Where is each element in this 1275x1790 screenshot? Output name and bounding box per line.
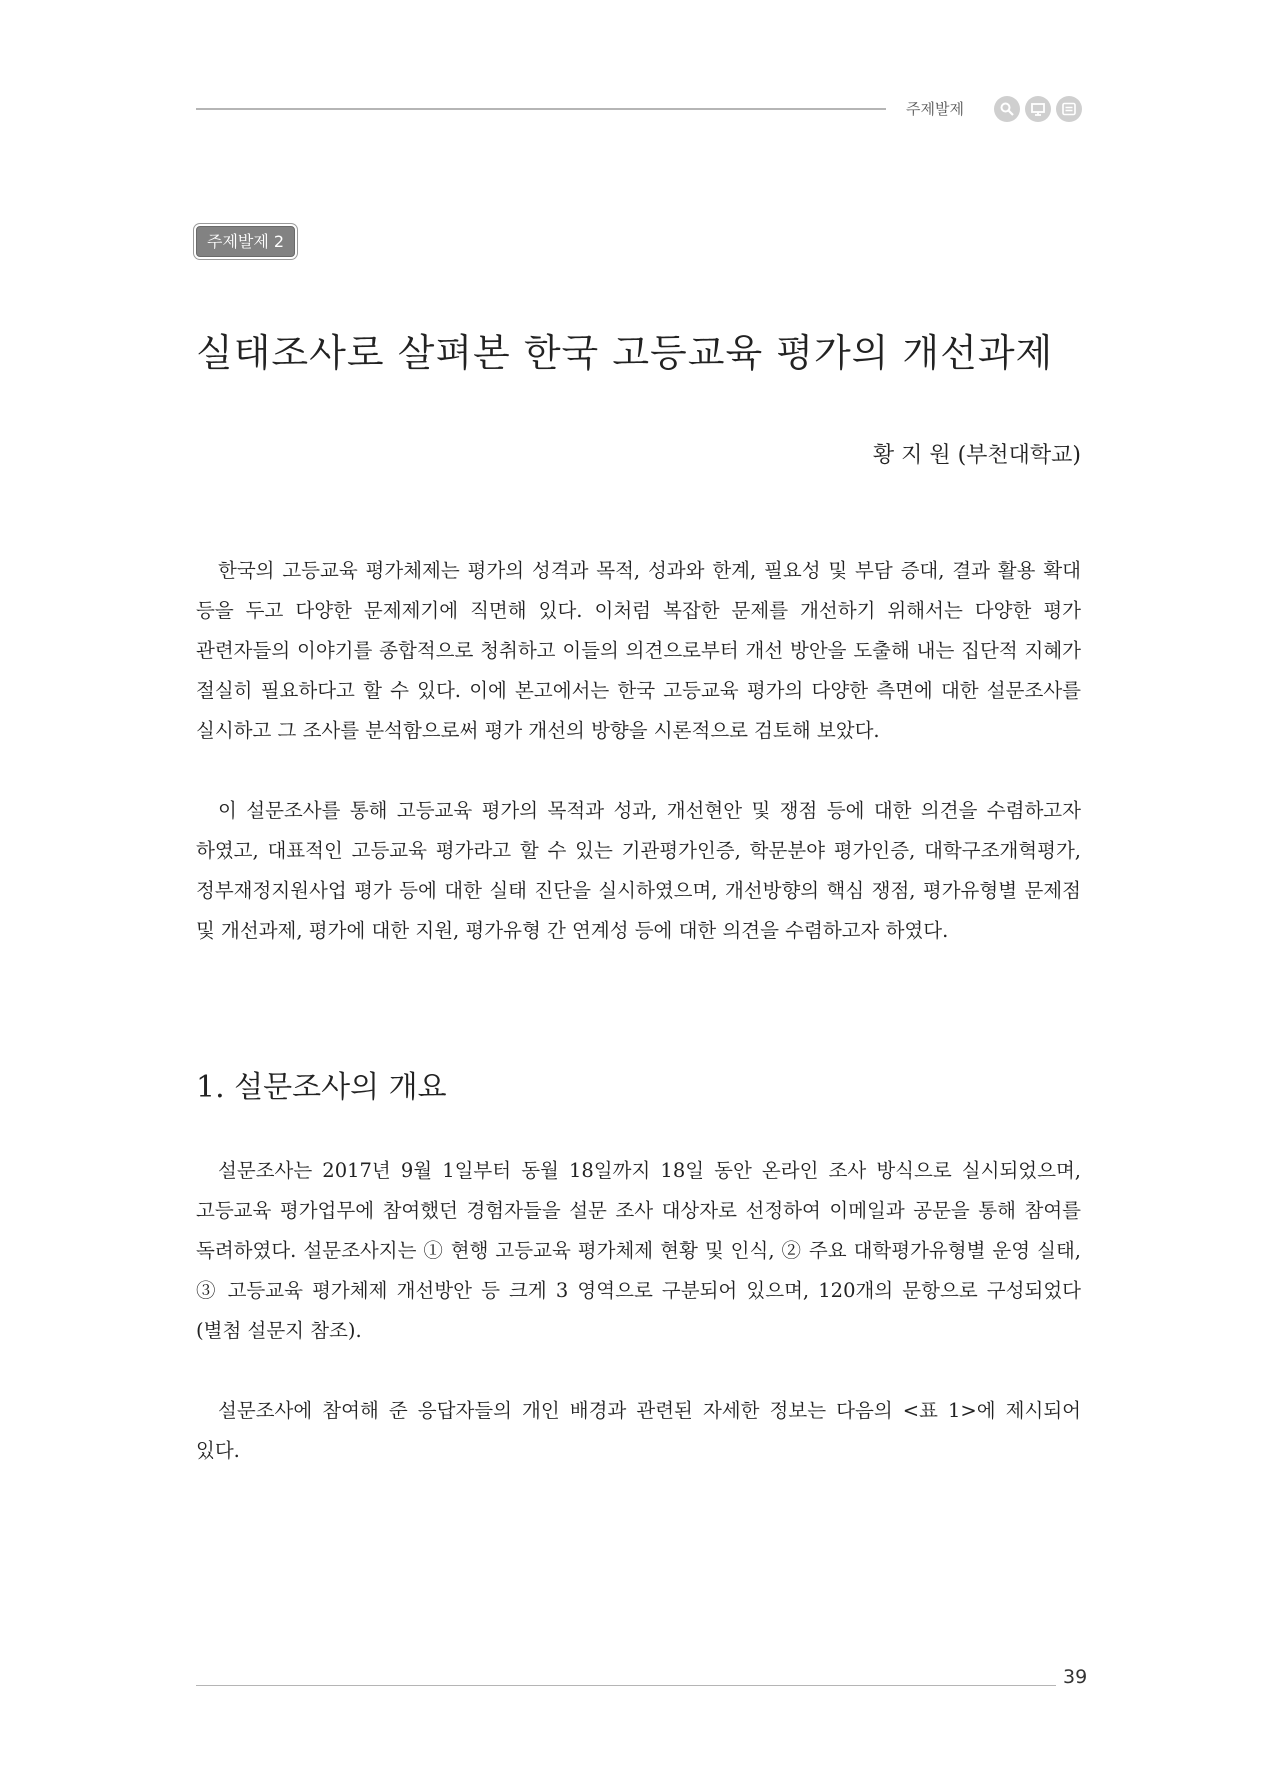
header-rule	[196, 108, 886, 110]
author-line: 황 지 원 (부천대학교)	[872, 443, 1081, 468]
header-section-label: 주제발제	[906, 100, 964, 118]
footer-rule	[196, 1685, 1056, 1686]
section-paragraph-1: 설문조사는 2017년 9월 1일부터 동월 18일까지 18일 동안 온라인 조사 방식으로 실시되었으며, 고등교육 평가업무에 참여했던 경험자들을 설문 조사 대상자로 선정하여 이메일과 공문을 통해 참여를 독려하였다. 설문조사지는 ① 현행 고등교육 평가체제 현황 및 인식, ② 주요 대학평가유형별 운영 실태, ③ 고등교육 평가체제 개선방안 등 크게 3 영역으로 구분되어 있으며, 120개의 문항으로 구성되었다(별첨 설문지 참조).	[196, 1159, 1081, 1342]
section-paragraph-2: 설문조사에 참여해 준 응답자들의 개인 배경과 관련된 자세한 정보는 다음의 <표 1>에 제시되어 있다.	[196, 1399, 1081, 1462]
page-number: 39	[1063, 1666, 1088, 1688]
monitor-icon	[1025, 96, 1051, 122]
intro-paragraph-2: 이 설문조사를 통해 고등교육 평가의 목적과 성과, 개선현안 및 쟁점 등에 대한 의견을 수렴하고자 하였고, 대표적인 고등교육 평가라고 할 수 있는 기관평가인증, 학문분야 평가인증, 대학구조개혁평가, 정부재정지원사업 평가 등에 대한 실태 진단을 실시하였으며, 개선방향의 핵심 쟁점, 평가유형별 문제점 및 개선과제, 평가에 대한 지원, 평가유형 간 연계성 등에 대한 의견을 수렴하고자 하였다.	[196, 799, 1081, 942]
section-heading: 1. 설문조사의 개요	[196, 1070, 447, 1105]
header-icons	[994, 96, 1082, 122]
intro-paragraph-1: 한국의 고등교육 평가체제는 평가의 성격과 목적, 성과와 한계, 필요성 및 부담 증대, 결과 활용 확대 등을 두고 다양한 문제제기에 직면해 있다. 이처럼 복잡한 문제를 개선하기 위해서는 다양한 평가 관련자들의 이야기를 종합적으로 청취하고 이들의 의견으로부터 개선 방안을 도출해 내는 집단적 지혜가 절실히 필요하다고 할 수 있다. 이에 본고에서는 한국 고등교육 평가의 다양한 측면에 대한 설문조사를 실시하고 그 조사를 분석함으로써 평가 개선의 방향을 시론적으로 검토해 보았다.	[196, 559, 1081, 742]
topic-badge: 주제발제 2	[196, 226, 295, 257]
list-icon	[1056, 96, 1082, 122]
page-title: 실태조사로 살펴본 한국 고등교육 평가의 개선과제	[196, 331, 1054, 375]
search-icon	[994, 96, 1020, 122]
